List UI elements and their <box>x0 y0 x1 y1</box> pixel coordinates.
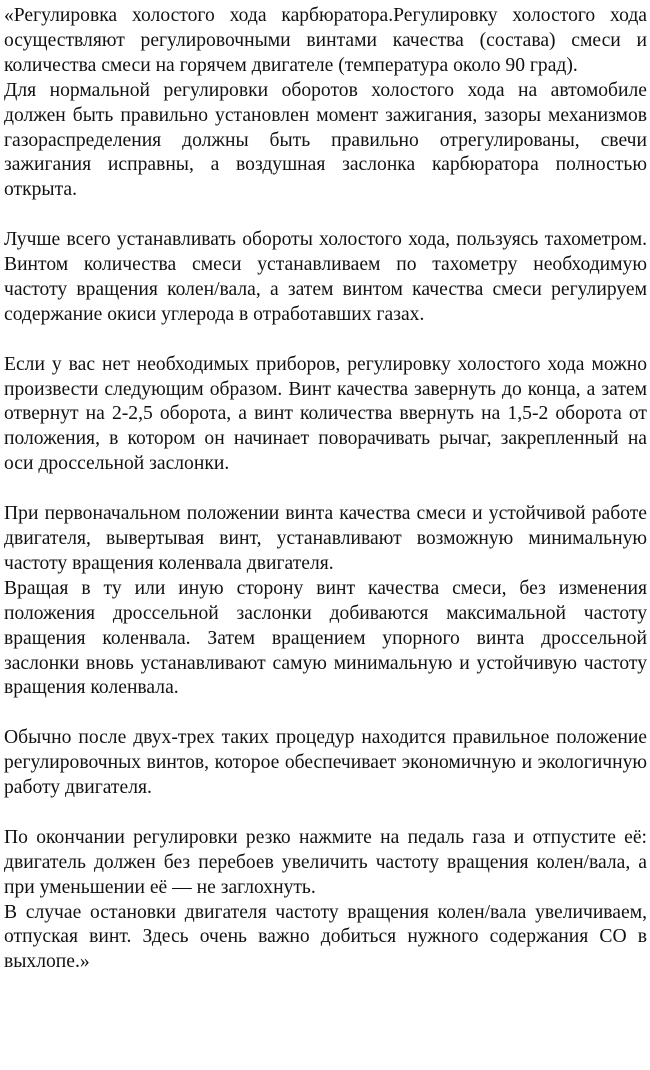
paragraph-throttle-test: По окончании регулировки резко нажмите на педаль газа и отпустите её: двигатель должен без перебоев увеличить частоту вращения колен/вала, а при уменьшении её — не заглохнуть. <box>4 826 647 898</box>
paragraph-spacer <box>4 701 647 726</box>
paragraph-spacer <box>4 328 647 353</box>
paragraph-prerequisites: Для нормальной регулировки оборотов холостого хода на автомобиле должен быть правильно установлен момент зажигания, зазоры механизмов газораспределения должны быть правильно отрегулированы, свечи зажигания исправны, а воздушная заслонка карбюратора полностью открыта. <box>4 79 647 201</box>
paragraph-spacer <box>4 477 647 502</box>
paragraph-spacer <box>4 203 647 228</box>
paragraph-quality-screw: Вращая в ту или иную сторону винт качества смеси, без изменения положения дроссельной заслонки добиваются максимальной частоту вращения коленвала. Затем вращением упорного винта дроссельной заслонки вновь устанавливают самую минимальную и устойчивую частоту вращения коленвала. <box>4 577 647 699</box>
paragraph-stall-case: В случае остановки двигателя частоту вращения колен/вала увеличиваем, отпуская винт. Здесь очень важно добиться нужного содержания CO в выхлопе.» <box>4 901 647 973</box>
paragraph-without-instruments: Если у вас нет необходимых приборов, регулировку холостого хода можно произвести следующим образом. Винт качества завернуть до конца, а затем отвернут на 2-2,5 оборота, а винт количества ввернуть на 1,5-2 оборота от положения, в котором он начинает поворачивать рычаг, закрепленный на оси дроссельной заслонки. <box>4 353 647 475</box>
paragraph-initial-position: При первоначальном положении винта качества смеси и устойчивой работе двигателя, вывертывая винт, устанавливают возможную минимальную частоту вращения коленвала двигателя. <box>4 503 647 574</box>
paragraph-tachometer: Лучше всего устанавливать обороты холостого хода, пользуясь тахометром. Винтом количества смеси устанавливаем по тахометру необходимую частоту вращения колен/вала, а затем винтом качества смеси регулируем содержание окиси углерода в отработавших газах. <box>4 229 647 325</box>
paragraph-intro: «Регулировка холостого хода карбюратора.Регулировку холостого хода осуществляют регулировочными винтами качества (состава) смеси и количества смеси на горячем двигателе (температура около 90 град). <box>4 5 647 76</box>
paragraph-spacer <box>4 801 647 826</box>
paragraph-procedure-repeat: Обычно после двух-трех таких процедур находится правильное положение регулировочных винтов, которое обеспечивает экономичную и экологичную работу двигателя. <box>4 727 647 799</box>
